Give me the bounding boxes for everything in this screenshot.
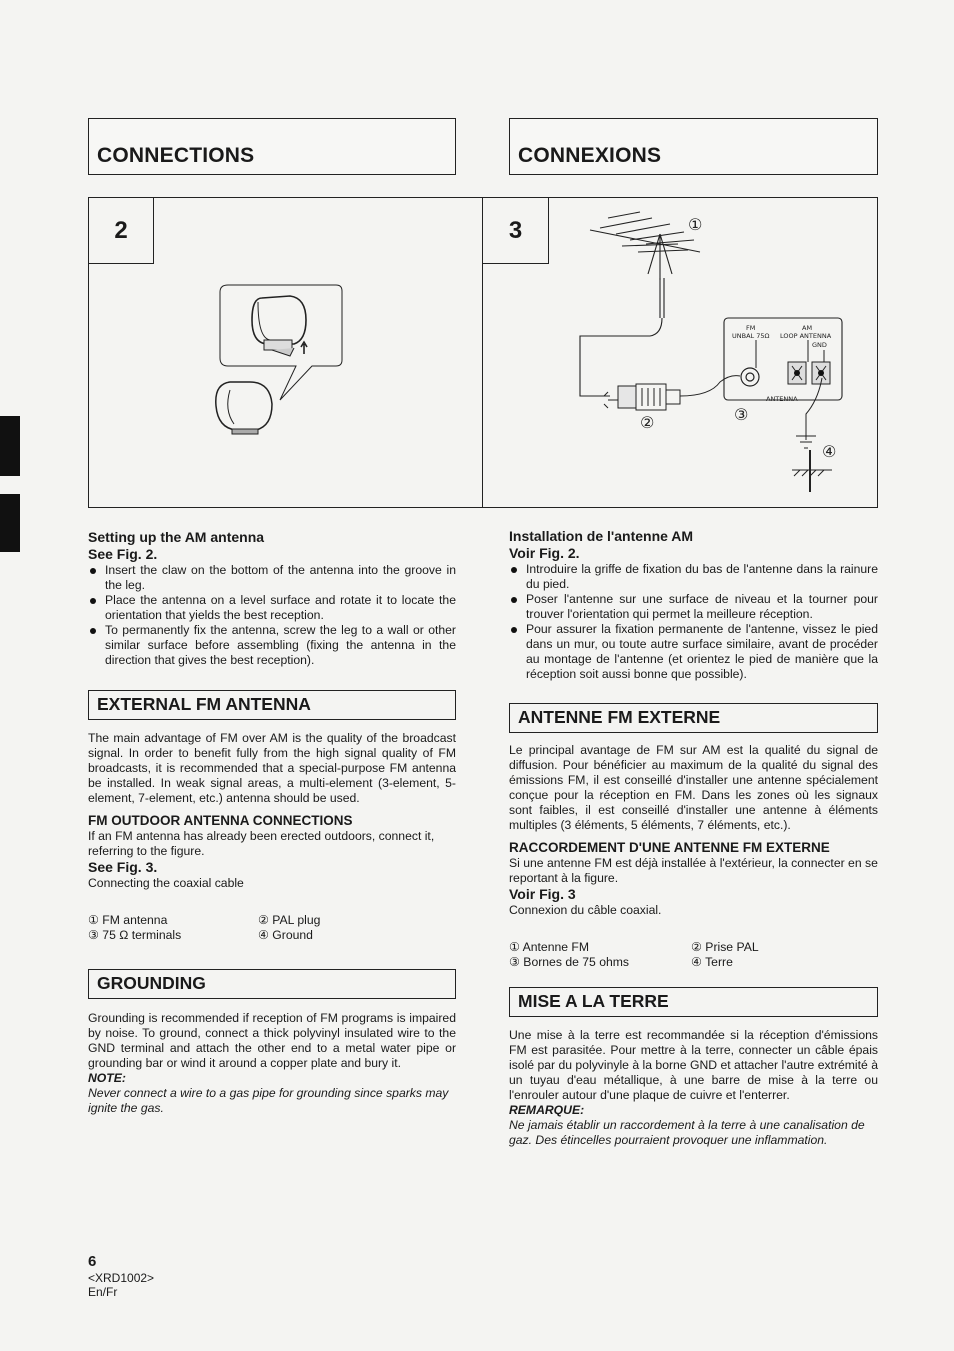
legend-items bbox=[509, 940, 878, 970]
note-label: NOTE: bbox=[88, 1071, 126, 1085]
fm-outdoor-heading: FM OUTDOOR ANTENNA CONNECTIONS bbox=[88, 813, 353, 828]
fm-paragraph: Le principal avantage de FM sur AM est la qualité du signal de diffusion. Pour bénéficier au maximum de la qualité du signal des émissions FM, il est conseillé d'installer une antenne spécialement conçue pour la réception en FM. Dans les zones où les signaux sont faibles, il est conseillé d'installer une antenne à éléments multiples (3 éléments, 5 éléments, 7 éléments, etc.). bbox=[509, 743, 878, 832]
fm-outdoor-paragraph: If an FM antenna has already been erected outdoors, connect it, referring to the figure. bbox=[88, 829, 435, 858]
list-item: Insert the claw on the bottom of the antenna into the groove in the leg. bbox=[88, 563, 456, 593]
external-fm-box bbox=[88, 690, 456, 720]
page-title-en: CONNECTIONS bbox=[97, 144, 255, 167]
legend-item: ③ Bornes de 75 ohms bbox=[509, 955, 630, 969]
legend-item: ④ Terre bbox=[691, 955, 733, 969]
terminal-label-antenna: ANTENNA bbox=[766, 395, 798, 403]
english-grounding-section bbox=[88, 1011, 456, 1116]
page-title-fr: CONNEXIONS bbox=[518, 144, 662, 167]
language-code: En/Fr bbox=[88, 1285, 118, 1299]
legend-item: ① FM antenna bbox=[88, 913, 168, 927]
grounding-box bbox=[88, 969, 456, 999]
english-fm-section bbox=[88, 731, 456, 943]
page-number: 6 bbox=[88, 1253, 97, 1270]
legend-item: ① Antenne FM bbox=[509, 940, 590, 954]
callout-1: ① bbox=[688, 215, 703, 234]
header-box-left bbox=[88, 118, 456, 175]
header-box-right bbox=[509, 118, 878, 175]
figure-3-number: 3 bbox=[482, 197, 549, 264]
am-setup-heading: Installation de l'antenne AM bbox=[509, 528, 694, 544]
page-footer bbox=[88, 1253, 154, 1299]
callout-3: ③ bbox=[734, 405, 749, 424]
am-see-fig: See Fig. 2. bbox=[88, 546, 158, 562]
fm-outdoor-heading: RACCORDEMENT D'UNE ANTENNE FM EXTERNE bbox=[509, 840, 830, 855]
grounding-box bbox=[509, 987, 878, 1017]
figure-2-number: 2 bbox=[88, 197, 154, 264]
french-fm-section bbox=[509, 743, 878, 970]
note-label: REMARQUE: bbox=[509, 1103, 585, 1117]
english-am-section bbox=[88, 529, 456, 668]
legend-items bbox=[88, 913, 456, 943]
terminal-label-fm: FM bbox=[746, 324, 756, 332]
list-item: Pour assurer la fixation permanente de l'antenne, vissez le pied dans un mur, ou toute autre surface similaire, avant de procéder au montage de l'antenne (et orientez le pied de manière que la réception soit aussi bonne que possible). bbox=[509, 622, 878, 682]
section-tab-marker bbox=[0, 416, 20, 476]
list-item: Poser l'antenne sur une surface de niveau et la tourner pour trouver l'orientation qui permet la meilleure réception. bbox=[509, 592, 878, 622]
french-am-section bbox=[509, 528, 878, 682]
fm-see-fig: See Fig. 3. bbox=[88, 859, 158, 875]
legend-item: ② PAL plug bbox=[258, 913, 321, 927]
fm-paragraph: The main advantage of FM over AM is the quality of the broadcast signal. In order to benefit fully from the high signal quality of FM broadcasts, it is recommended that a special-purpose FM antenna be installed. In weak signal areas, a multi-element (3-element, 5-element, 7-element, etc.) antenna should be used. bbox=[88, 731, 456, 805]
section-tab-marker bbox=[0, 494, 20, 552]
list-item: To permanently fix the antenna, screw the leg to a wall or other similar surface before assembling (fixing the antenna in the direction that gives the best reception). bbox=[88, 623, 456, 668]
french-grounding-section bbox=[509, 1028, 878, 1148]
fm-antenna-connection-illustration bbox=[560, 200, 860, 500]
am-setup-heading: Setting up the AM antenna bbox=[88, 529, 265, 545]
terminal-label-unbal: UNBAL 75Ω bbox=[732, 332, 770, 340]
terminal-label-am: AM bbox=[802, 324, 813, 332]
list-item: Place the antenna on a level surface and rotate it to locate the orientation that yields the best reception. bbox=[88, 593, 456, 623]
fm-coax-text: Connecting the coaxial cable bbox=[88, 876, 244, 890]
section-title: EXTERNAL FM ANTENNA bbox=[97, 694, 311, 714]
terminal-label-loop: LOOP ANTENNA bbox=[780, 332, 832, 340]
am-see-fig: Voir Fig. 2. bbox=[509, 545, 580, 561]
note-text: Never connect a wire to a gas pipe for grounding since sparks may ignite the gas. bbox=[88, 1086, 449, 1115]
fm-coax-text: Connexion du câble coaxial. bbox=[509, 903, 662, 917]
section-title: GROUNDING bbox=[97, 973, 206, 993]
grounding-paragraph: Grounding is recommended if reception of FM programs is impaired by noise. To ground, connect a thick polyvinyl insulated wire to the GND terminal and attach the other end to a metal water pipe or grounding bar or wind it around a copper plate and bury it. bbox=[88, 1011, 456, 1070]
legend-item: ④ Ground bbox=[258, 928, 313, 942]
fm-see-fig: Voir Fig. 3 bbox=[509, 886, 576, 902]
list-item: Introduire la griffe de fixation du bas de l'antenne dans la rainure du pied. bbox=[509, 562, 878, 592]
note-text: Ne jamais établir un raccordement à la terre à une canalisation de gaz. Des étincelles pourraient provoquer une inflammation. bbox=[509, 1118, 865, 1147]
grounding-paragraph: Une mise à la terre est recommandée si la réception d'émissions FM est parasitée. Pour mettre à la terre, connecter un câble épais isolé par du polyvinyle à la borne GND et attacher l'autre extrémité à un tuyau d'eau métallique, à une barre de mise à la terre ou l'enrouler autour d'une plaque de cuivre et l'enterrer. bbox=[509, 1028, 878, 1102]
callout-4: ④ bbox=[822, 442, 837, 461]
legend-item: ② Prise PAL bbox=[691, 940, 759, 954]
terminal-label-gnd: GND bbox=[812, 341, 827, 349]
section-title: MISE A LA TERRE bbox=[518, 991, 669, 1011]
external-fm-box bbox=[509, 703, 878, 733]
document-code: <XRD1002> bbox=[88, 1271, 155, 1285]
legend-item: ③ 75 Ω terminals bbox=[88, 928, 182, 942]
callout-2: ② bbox=[640, 413, 655, 432]
am-loop-antenna-illustration bbox=[200, 280, 360, 440]
fm-outdoor-paragraph: Si une antenne FM est déjà installée à l'extérieur, la connecter en se reportant à la figure. bbox=[509, 856, 878, 885]
section-title: ANTENNE FM EXTERNE bbox=[518, 707, 721, 727]
